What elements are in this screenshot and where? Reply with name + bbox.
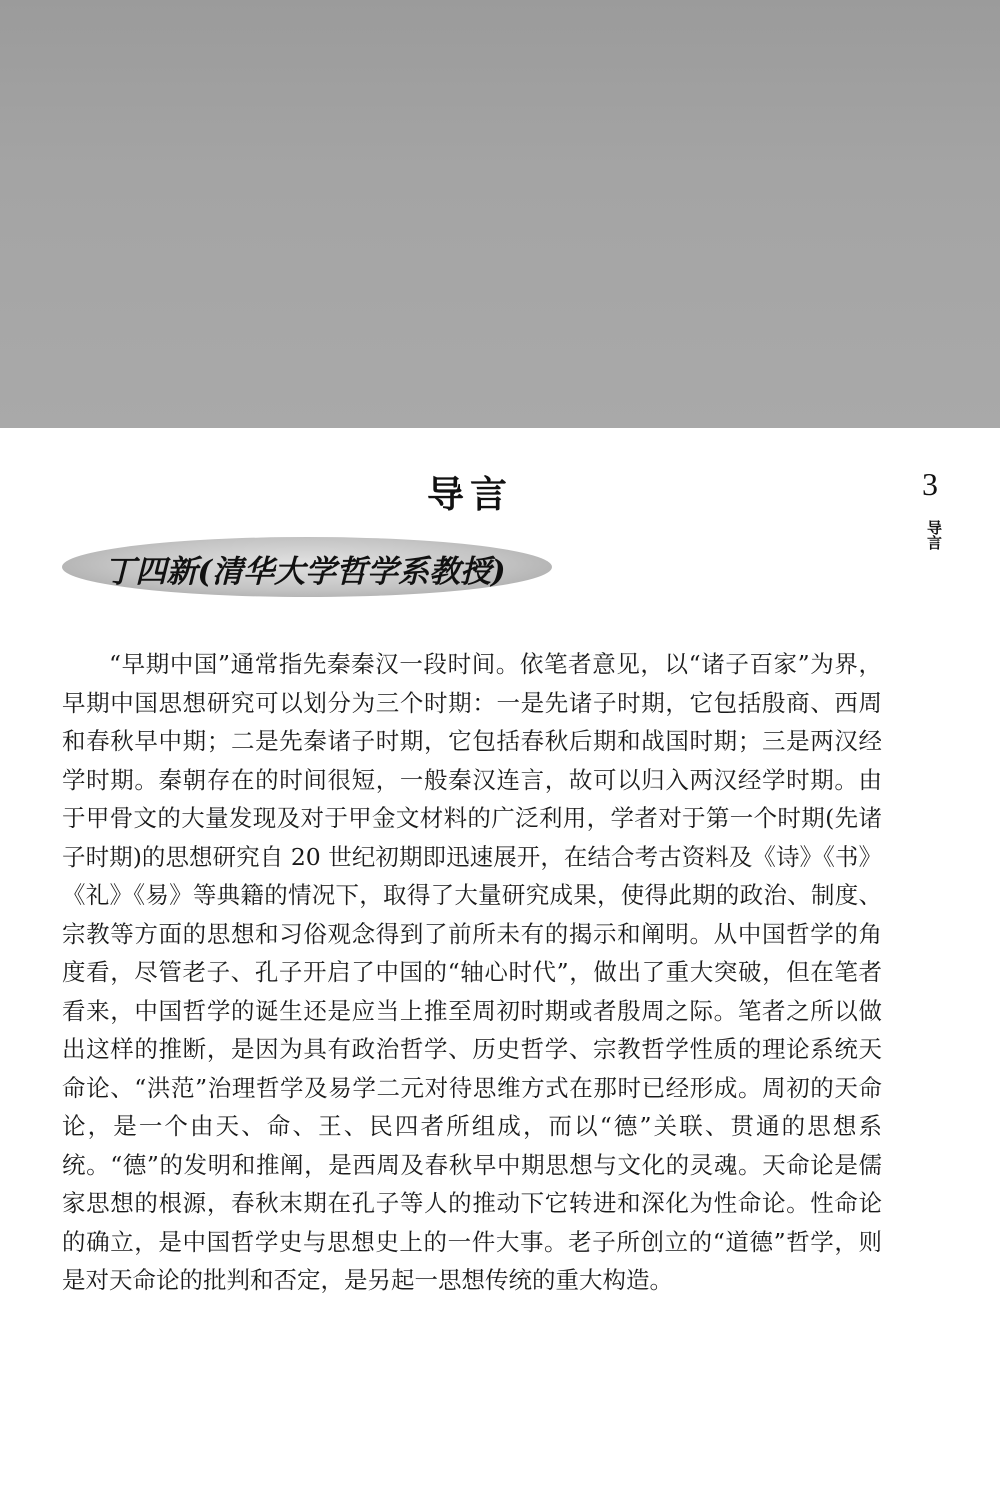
page-title: 导言 bbox=[427, 473, 513, 516]
top-gray-band bbox=[0, 0, 1000, 428]
running-head: 导言 bbox=[925, 520, 943, 550]
body-paragraph: “早期中国”通常指先秦秦汉一段时间。依笔者意见，以“诸子百家”为界，早期中国思想研究可以划分为三个时期：一是先诸子时期，它包括殷商、西周和春秋早中期；二是先秦诸子时期，它包括春秋后期和战国时期；三是两汉经学时期。秦朝存在的时间很短，一般秦汉连言，故可以归入两汉经学时期。由于甲骨文的大量发现及对于甲金文材料的广泛利用，学者对于第一个时期(先诸子时期)的思想研究自 20 世纪初期即迅速展开，在结合考古资料及《诗》《书》《礼》《易》等典籍的情况下，取得了大量研究成果，使得此期的政治、制度、宗教等方面的思想和习俗观念得到了前所未有的揭示和阐明。从中国哲学的角度看，尽管老子、孔子开启了中国的“轴心时代”，做出了重大突破，但在笔者看来，中国哲学的诞生还是应当上推至周初时期或者殷周之际。笔者之所以做出这样的推断，是因为具有政治哲学、历史哲学、宗教哲学性质的理论系统天命论、“洪范”治理哲学及易学二元对待思维方式在那时已经形成。周初的天命论，是一个由天、命、王、民四者所组成，而以“德”关联、贯通的思想系统。“德”的发明和推阐，是西周及春秋早中期思想与文化的灵魂。天命论是儒家思想的根源，春秋末期在孔子等人的推动下它转进和深化为性命论。性命论的确立，是中国哲学史与思想史上的一件大事。老子所创立的“道德”哲学，则是对天命论的批判和否定，是另起一思想传统的重大构造。 bbox=[62, 650, 882, 1294]
author-name: 丁四新(清华大学哲学系教授) bbox=[104, 554, 506, 590]
page-number: 3 bbox=[922, 466, 938, 502]
